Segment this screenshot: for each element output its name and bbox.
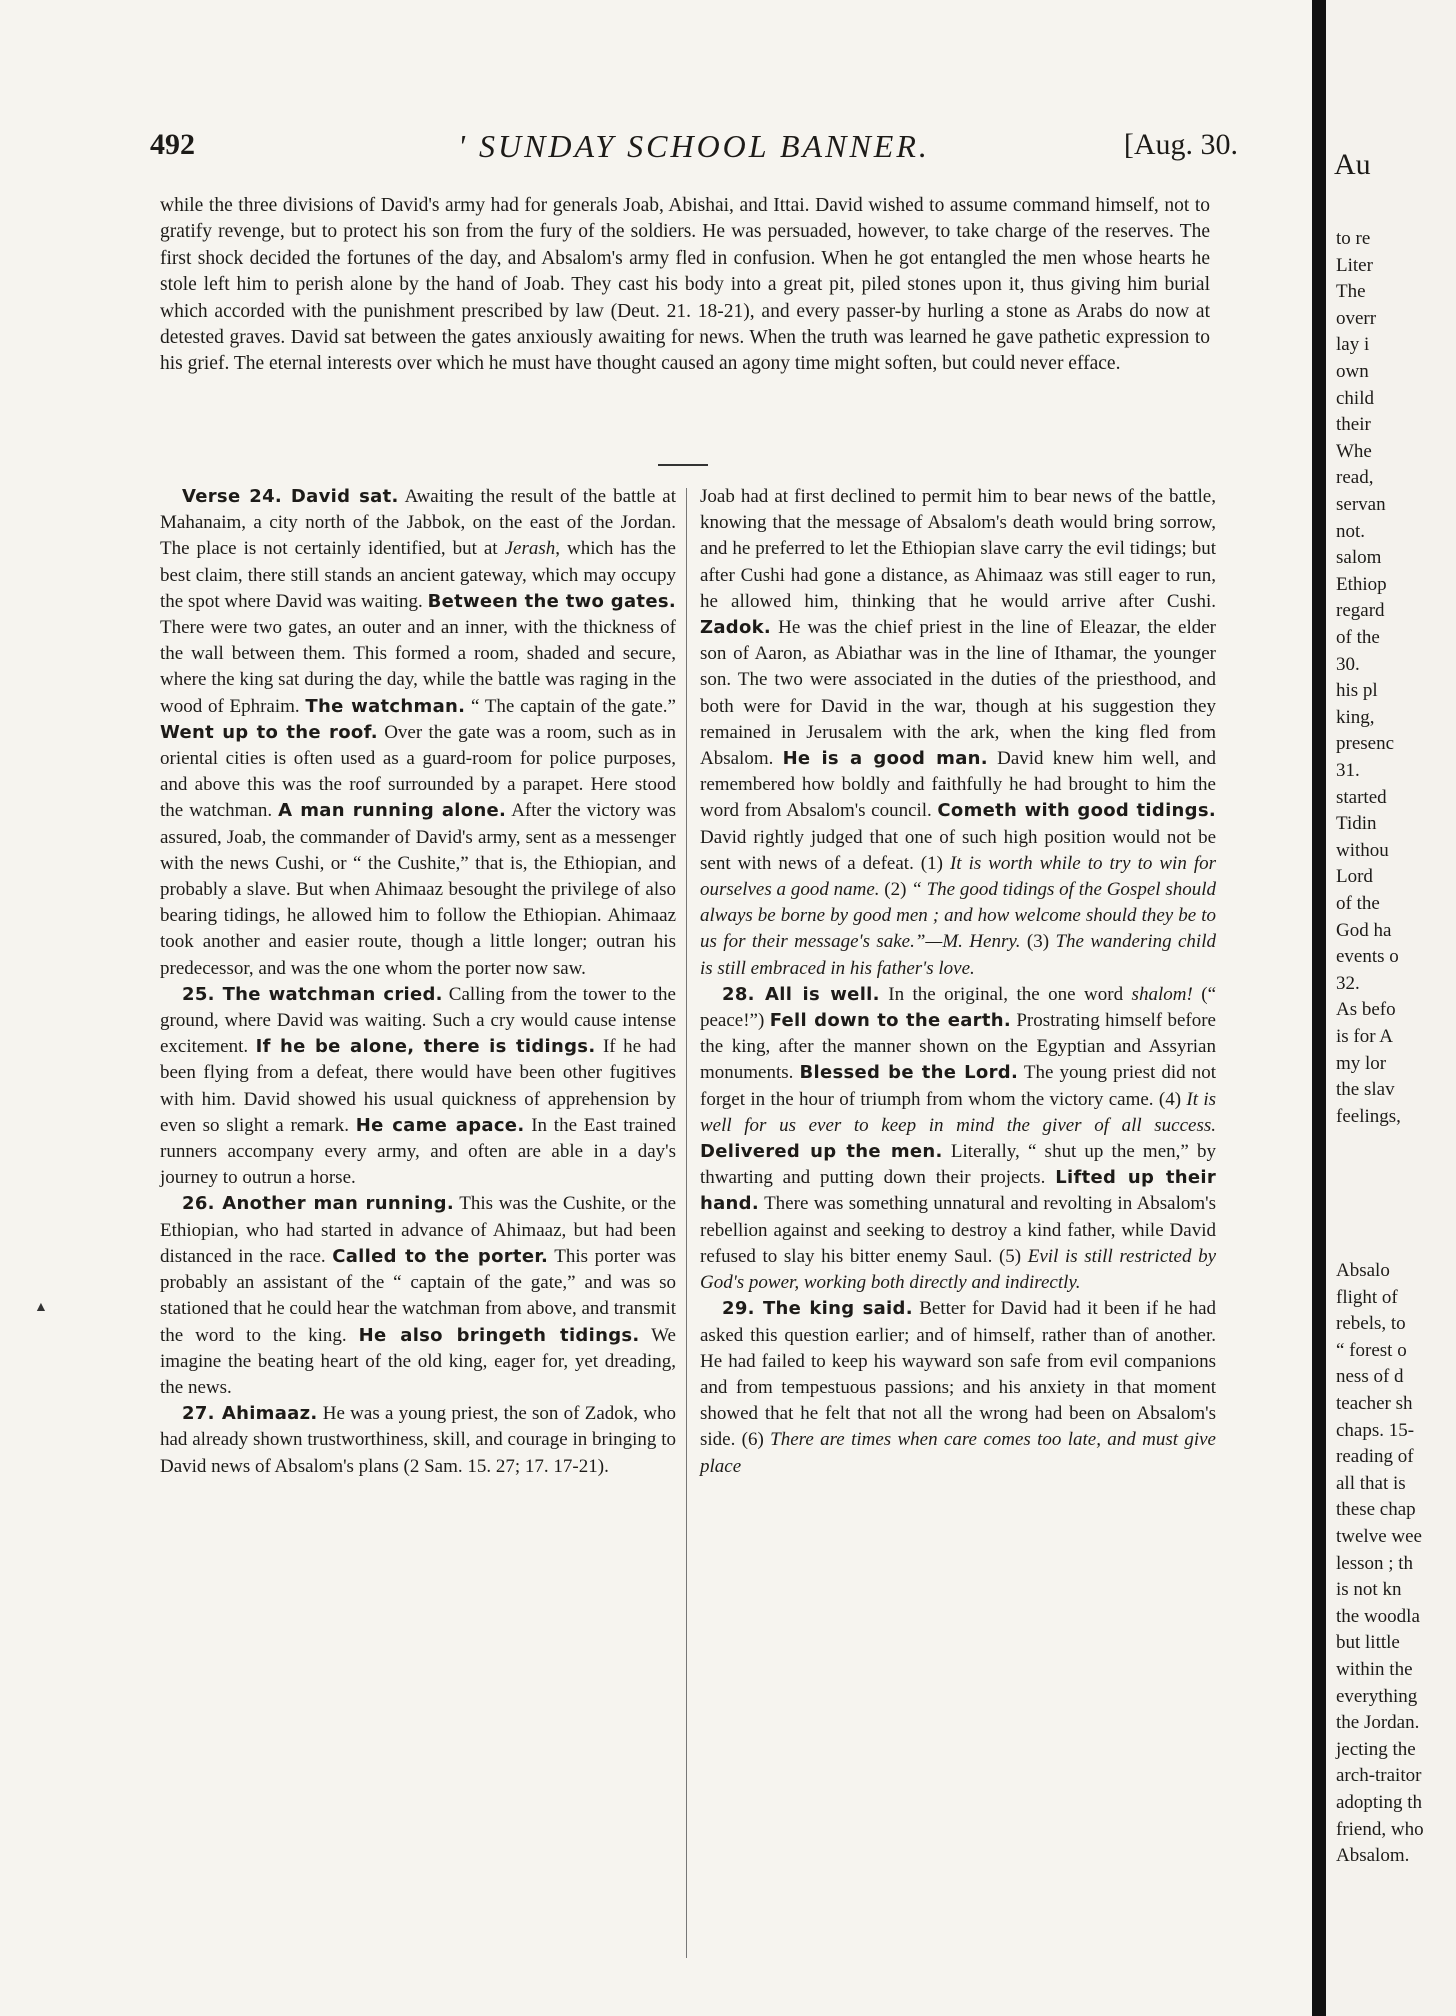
next-page-line: own [1336,361,1369,382]
note-text: Awaiting the result of the battle at Mahanaim, a city north of the Jabbok, on the east of the Jordan. The place is not certainly identified, but at [160,486,676,560]
next-page-line: is for A [1336,1026,1393,1047]
note-text: There was something unnatural and revolting in Absalom's rebellion against and seeking to destroy a kind father, while David refused to slay his bitter enemy Saul. (5) [700,1193,1216,1267]
left-column [160,484,676,1480]
next-page-line: of the [1336,893,1380,914]
next-page-line: feelings, [1336,1105,1401,1127]
verse-heading: 26. Another man running. [182,1193,454,1215]
phrase-heading: Between the two gates. [427,590,676,612]
note-text: Prostrating himself before the king, after the manner shown on the Egyptian and Assyrian monuments. [700,1010,1216,1084]
column-divider [686,488,687,1958]
next-page-line: As befo [1336,999,1396,1021]
verse-27-continued [700,484,1216,982]
note-text: David knew him well, and remembered how boldly and faithfully he had brought to him the word from Absalom's council. [700,748,1216,822]
note-text: If he had been flying from a defeat, there would have been other fugitives with him. David showed his usual quickness of apprehension by even so slight a remark. [160,1036,676,1136]
note-text: (3) [1020,931,1056,953]
phrase-heading: Fell down to the earth. [769,1010,1011,1032]
verse-29-note [700,1296,1216,1479]
note-text: In the original, the one word [879,983,1132,1005]
phrase-heading: Went up to the roof. [160,721,378,743]
next-page-line: not. [1336,520,1366,542]
next-page-line: overr [1336,307,1377,329]
note-text: This was the Cushite, or the Ethiopian, who had started in advance of Ahimaaz, but had been distanced in the race. [160,1193,676,1267]
verse-27-note [160,1401,676,1480]
next-page-line: Lord [1336,866,1373,888]
next-page-line: lay i [1336,334,1370,356]
note-text: Over the gate was a room, such as in oriental cities is often used as a guard-room for police purposes, and above this was the roof surrounded by a parapet. Here stood the watchman. [160,721,677,822]
next-page-line: Whe [1336,440,1372,462]
next-page-line: child [1336,387,1374,409]
next-page-line: regard [1336,600,1385,622]
next-page-line: 32. [1336,972,1360,994]
note-text: In the East trained runners accompany every army, and often are able in a day's journey to outrun a horse. [160,1114,676,1189]
next-page-line: withou [1336,839,1389,861]
verse-26-note [160,1191,676,1401]
next-page-line: 31. [1336,760,1360,781]
verse-heading: 27. Ahimaaz. [182,1403,318,1425]
verse-24-note [160,484,676,982]
phrase-heading: Cometh with good tidings. [937,800,1216,822]
next-page-line: events o [1336,946,1399,968]
note-text: He was the chief priest in the line of Eleazar, the elder son of Aaron, as Abiathar was in the line of Ithamar, the younger son. The two were associated in the duties of the priesthood, and both were for David in the war, though at his suggestion they remained in Jerusalem with the ark, when the king fled from Absalom. [700,617,1216,770]
running-header [150,128,1238,174]
lesson-thought: Evil is still restricted by God's power, working both directly and indirectly. [700,1245,1216,1294]
note-text: “ The captain of the gate.” [465,695,676,717]
note-text: He was a young priest, the son of Zadok, who had already shown trustworthiness, skill, and courage in bringing to David news of Absalom's plans (2 Sam. 15. 27; 17. 17-21). [160,1403,676,1477]
next-page-line: Liter [1336,254,1373,276]
next-page-line: all that is [1336,1472,1406,1494]
next-page-line: the Jordan. [1336,1712,1420,1734]
next-page-line: presenc [1336,733,1395,755]
next-page-line: The [1336,281,1366,303]
next-page-line: rebels, to [1336,1313,1406,1335]
next-page-line: of the [1336,627,1380,648]
next-page-line: God ha [1336,919,1392,941]
next-page-line: within the [1336,1659,1413,1680]
note-text: We imagine the beating heart of the old king, eager for, yet dreading, the news. [160,1324,676,1398]
next-page-line: to re [1336,228,1371,249]
place-name: Jerash [504,538,556,560]
next-page-line: their [1336,414,1371,436]
lesson-thought: “ The good tidings of the Gospel should always be borne by good men ; and how welcome should they be to us for their message's sake.”—M. Henry. [700,879,1216,953]
next-page-line: adopting th [1336,1792,1423,1813]
lesson-thought: It is worth while to try to win for ourselves a good name. [700,852,1216,901]
page-number: 492 [150,128,195,161]
next-page-line: Absalom. [1336,1845,1410,1867]
next-page-line: arch-traitor [1336,1765,1422,1787]
note-text: Literally, “ shut up the men,” by thwarting and putting down their projects. [700,1141,1216,1189]
next-page-line: the slav [1336,1079,1395,1101]
note-text: (2) [879,879,912,901]
next-page-line: ness of d [1336,1366,1404,1388]
next-page-line: these chap [1336,1499,1416,1521]
phrase-heading: A man running alone. [278,800,507,822]
note-text: The young priest did not forget in the hour of triumph from whom the victory came. (4) [700,1062,1217,1110]
next-page-line: started [1336,786,1387,808]
margin-mark: ▲ [34,1300,48,1315]
next-page-line: my lor [1336,1052,1387,1074]
phrase-heading: Called to the porter. [332,1245,549,1267]
note-text: David rightly judged that one of such high position would not be sent with news of a defeat. (1) [700,826,1216,874]
right-column [700,484,1216,1480]
lesson-thought: There are times when care comes too late, and must give place [700,1429,1216,1477]
hebrew-word: shalom! [1131,983,1193,1005]
note-text: This porter was probably an assistant of the “ captain of the gate,” and was so stationed that he could hear the watchman from above, and transmit the word to the king. [160,1245,677,1346]
note-text: After the victory was assured, Joab, the commander of David's army, sent as a messenger with the news Cushi, or “ the Cushite,” that is, the Ethiopian, and probably a slave. But when Ahimaaz besought the privilege of also bearing tidings, he allowed him to follow the Ethiopian. Ahimaaz took another and easier route, though a little longer; outran his predecessor, and was the one whom the porter now saw. [160,800,676,979]
next-page-line: friend, who [1336,1818,1424,1840]
next-page-line: salom [1336,547,1382,569]
next-page-line: reading of [1336,1446,1414,1468]
note-text: There were two gates, an outer and an inner, with the thickness of the wall between them. This formed a room, shaded and secure, where the king sat during the day, while the battle was raging in the wood of Ephraim. [160,617,676,717]
next-page-header: Au [1334,148,1371,181]
next-page-line: twelve wee [1336,1526,1422,1547]
lesson-thought: It is well for us ever to keep in mind the giver of all success. [700,1088,1216,1136]
next-page-line: Absalo [1336,1260,1390,1281]
phrase-heading: Delivered up the men. [700,1141,943,1163]
section-divider [658,464,708,466]
next-page-line: the woodla [1336,1605,1420,1627]
verse-25-note [160,982,676,1192]
publication-title: ' SUNDAY SCHOOL BANNER. [458,128,930,164]
verse-28-note [700,982,1216,1296]
next-page-line: Ethiop [1336,573,1387,595]
issue-date: [Aug. 30. [1123,128,1238,161]
note-text: Joab had at first declined to permit him to bear news of the battle, knowing that the message of Absalom's death would bring sorrow, and he preferred to let the Ethiopian slave carry the evil tidings; but after Cushi had gone a distance, as Ahimaaz was still eager to run, he allowed him, thinking that he would arrive after Cushi. [700,486,1216,612]
verse-heading: 28. All is well. [722,983,880,1005]
phrase-heading: He is a good man. [782,748,988,770]
lesson-thought: The wandering child is still embraced in his father's love. [700,931,1216,979]
next-page-line: is not kn [1336,1579,1402,1601]
note-text: Better for David had it been if he had asked this question earlier; and of himself, rather than of another. He had failed to keep his wayward son safe from evil companions and from tempestuous passions; and his anxiety in that moment showed that he felt that not all the wrong had been on Absalom's side. (6) [700,1298,1217,1451]
next-page-line: teacher sh [1336,1393,1413,1414]
note-text: (“ peace!”) [700,983,1216,1032]
next-page-line: flight of [1336,1286,1398,1308]
book-gutter [1312,0,1326,2016]
verse-heading: Verse 24. David sat. [182,486,399,507]
next-page-line: 30. [1336,653,1360,675]
next-page-line: king, [1336,706,1375,728]
next-page-line: everything [1336,1685,1418,1707]
next-page-edge [1326,0,1456,2016]
next-page-line: “ forest o [1336,1339,1407,1361]
note-text: , which has the best claim, there still stands an ancient gateway, which may occupy the spot where David was waiting. [160,538,676,612]
verse-heading: 25. The watchman cried. [182,983,443,1005]
next-page-line: but little [1336,1632,1400,1654]
next-page-line: chaps. 15- [1336,1419,1415,1441]
phrase-heading: Zadok. [700,617,772,639]
phrase-heading: He came apace. [355,1114,525,1136]
phrase-heading: If he be alone, there is tidings. [255,1036,596,1058]
intro-paragraph: while the three divisions of David's army had for generals Joab, Abishai, and Ittai. David wished to assume command himself, not to gratify revenge, but to protect his son from the fury of the soldiers. He was persuaded, however, to take charge of the reserves. The first shock decided the fortunes of the day, and Absalom's army fled in confusion. When he got entangled the men whose hearts he stole left him to perish alone by the hand of Joab. They cast his body into a great pit, piled stones upon it, thus giving him burial which accorded with the punishment prescribed by law (Deut. 21. 18-21), and every passer-by hurling a stone as Arabs do now at detested graves. David sat between the gates anxiously awaiting for news. When the truth was learned he gave pathetic expression to his grief. The eternal interests over which he must have thought caused an agony time might soften, but could never efface. [160,195,1210,375]
verse-heading: 29. The king said. [722,1298,913,1320]
phrase-heading: Lifted up their hand. [700,1167,1216,1215]
next-page-line: his pl [1336,680,1378,702]
next-page-line: jecting the [1336,1738,1416,1760]
next-page-line: servan [1336,494,1386,515]
phrase-heading: He also bringeth tidings. [358,1324,640,1346]
phrase-heading: Blessed be the Lord. [799,1062,1019,1084]
note-text: Calling from the tower to the ground, where David was waiting. Such a cry would cause intense excitement. [160,983,676,1058]
phrase-heading: The watchman. [305,695,466,717]
next-page-line: lesson ; th [1336,1552,1414,1574]
next-page-line: Tidin [1336,813,1377,835]
next-page-line: read, [1336,467,1374,489]
